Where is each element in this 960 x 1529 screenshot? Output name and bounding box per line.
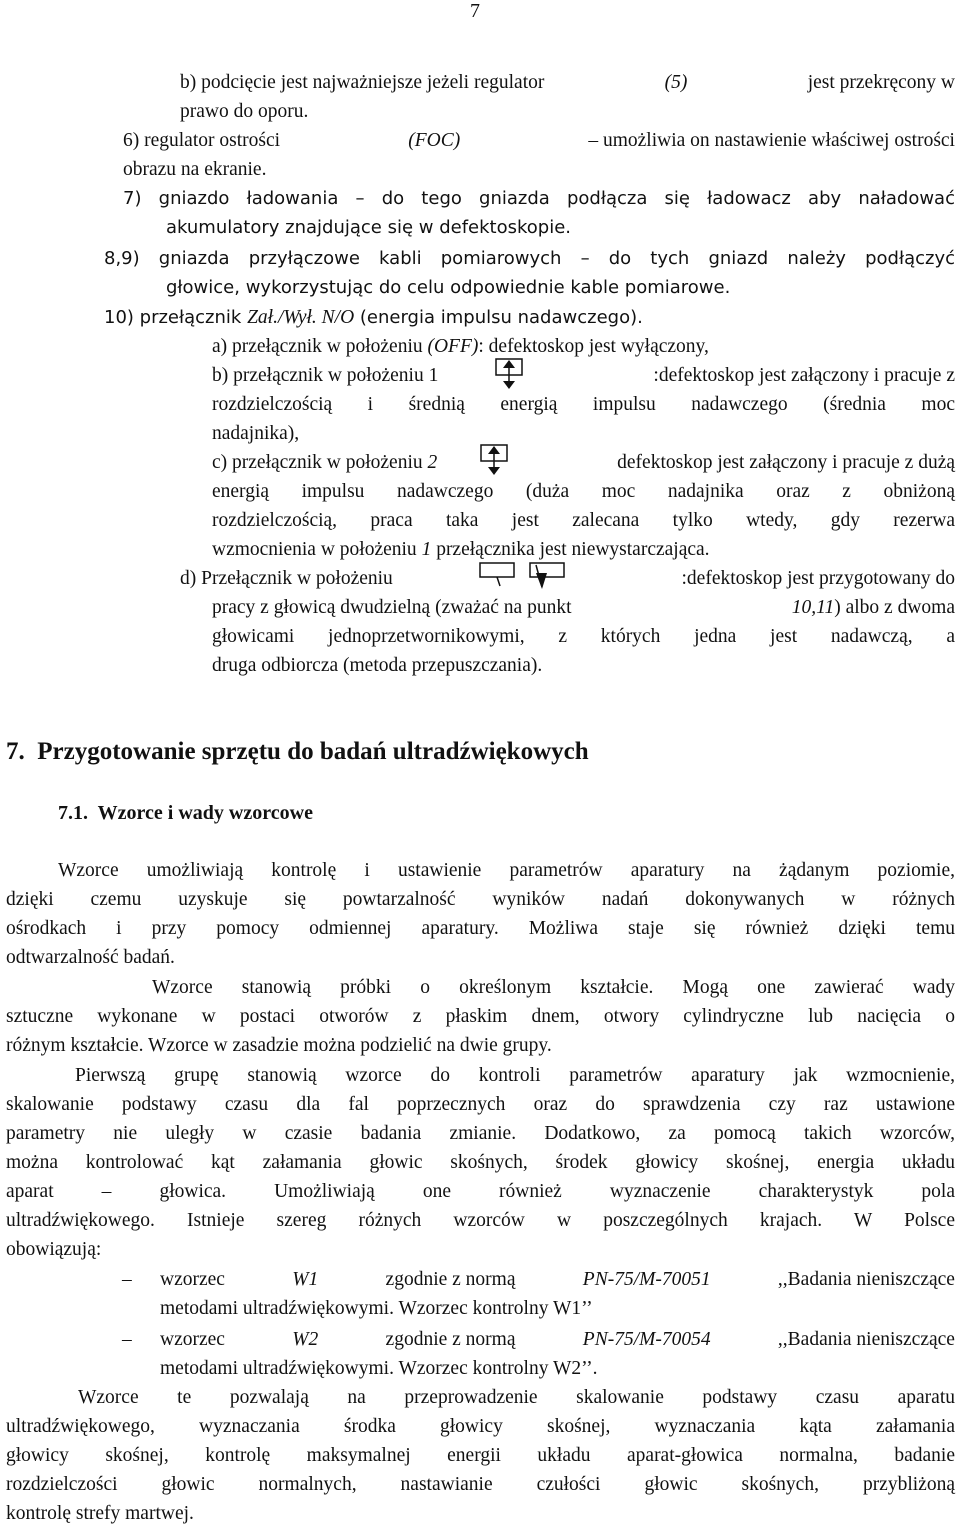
switch-position-1-icon	[492, 357, 528, 391]
p3-l4: można kontrolować kąt załamania głowic skośnych, środek głowicy skośnej, energia układu	[6, 1152, 955, 1173]
p1-l4: odtwarzalność badań.	[6, 947, 175, 968]
switch-b-line2: rozdzielczością i średnią energią impulsu nadawczego (średnia moc	[212, 394, 955, 415]
p3-l1: Pierwszą grupę stanowią wzorce do kontroli parametrów aparatury jak wzmocnienie,	[75, 1065, 955, 1086]
switch-d-line1-rest: :defektoskop jest przygotowany do	[681, 568, 955, 589]
p1-l1: Wzorce umożliwiają kontrolę i ustawienie parametrów aparatury na żądanym poziomie,	[58, 860, 955, 881]
p3-l7: obowiązują:	[6, 1239, 102, 1260]
switch-c-line2: energią impulsu nadawczego (duża moc nadajnika oraz z obniżoną	[212, 481, 955, 502]
switch-d-line3: głowicami jednoprzetwornikowymi, z których jedna jest nadawczą, a	[212, 626, 955, 647]
p3-l6: ultradźwiękowego. Istnieje szereg różnych wzorców w poszczególnych krajach. W Polsce	[6, 1210, 955, 1231]
switch-c-line3: rozdzielczością, praca taka jest zalecana tylko wtedy, gdy rezerwa	[212, 510, 955, 531]
p4-l3: głowicy skośnej, kontrolę maksymalnej energii układu aparat-głowica normalna, badanie	[6, 1445, 955, 1466]
item-7-line2: akumulatory znajdujące się w defektoskopie.	[166, 217, 571, 238]
p3-l3: parametry nie uległy w czasie badania zmianie. Dodatkowo, za pomocą takich wzorców,	[6, 1123, 955, 1144]
p2-l2: sztuczne wykonane w postaci otworów z płaskim dnem, otwory cylindryczne lub nacięcia o	[6, 1006, 955, 1027]
page-number: 7	[470, 0, 480, 22]
p4-l2: ultradźwiękowego, wyznaczania środka głowicy skośnej, wyznaczania kąta załamania	[6, 1416, 955, 1437]
p4-l5: kontrolę strefy martwej.	[6, 1503, 194, 1524]
switch-d-line4: druga odbiorcza (metoda przepuszczania).	[212, 655, 543, 676]
p4-l4: rozdzielczości głowic normalnych, nastawianie czułości głowic skośnych, przybliżoną	[6, 1474, 955, 1495]
switch-b-line3: nadajnika),	[212, 423, 300, 444]
switch-b-line1-rest: :defektoskop jest załączony i pracuje z	[653, 365, 955, 386]
p1-l3: ośrodkach i przy pomocy odmiennej aparatury. Możliwa staje się również dzięki temu	[6, 918, 955, 939]
section-heading: 7. Przygotowanie sprzętu do badań ultradźwiękowych	[6, 738, 589, 765]
item-6-line1: 6) regulator ostrości (FOC) – umożliwia on nastawienie właściwej ostrości	[123, 130, 955, 151]
switch-c-line1-rest: defektoskop jest załączony i pracuje z dużą	[617, 452, 955, 473]
switch-a: a) przełącznik w położeniu (OFF): defektoskop jest wyłączony,	[212, 336, 709, 357]
switch-position-nio-icon	[476, 561, 576, 591]
w1-line2: metodami ultradźwiękowymi. Wzorzec kontrolny W1’’	[160, 1298, 593, 1319]
w1-dash: –	[122, 1269, 132, 1290]
w2-line1: wzorzec W2 zgodnie z normą PN-75/M-70054 ,,Badania nieniszczące	[160, 1329, 955, 1350]
p4-l1: Wzorce te pozwalają na przeprowadzenie skalowanie podstawy czasu aparatu	[78, 1387, 955, 1408]
item-7-line1: 7) gniazdo ładowania – do tego gniazda podłącza się ładowacz aby naładować	[123, 188, 955, 209]
item-6-line2: obrazu na ekranie.	[123, 159, 267, 180]
p3-l2: skalowanie podstawy czasu dla fal poprzecznych oraz do sprawdzenia czy raz ustawione	[6, 1094, 955, 1115]
item-b-line2: prawo do oporu.	[180, 101, 309, 122]
p2-l3: różnym kształcie. Wzorce w zasadzie można podzielić na dwie grupy.	[6, 1035, 552, 1056]
switch-d-line1: d) Przełącznik w położeniu	[180, 568, 393, 589]
item-89-line2: głowice, wykorzystując do celu odpowiednie kable pomiarowe.	[166, 277, 731, 298]
switch-b-line1: b) przełącznik w położeniu 1	[212, 365, 439, 386]
w2-line2: metodami ultradźwiękowymi. Wzorzec kontrolny W2’’.	[160, 1358, 598, 1379]
p2-l1: Wzorce stanowią próbki o określonym kształcie. Mogą one zawierać wady	[152, 977, 955, 998]
item-89-line1: 8,9) gniazda przyłączowe kabli pomiarowych – do tych gniazd należy podłączyć	[104, 248, 955, 269]
w1-line1: wzorzec W1 zgodnie z normą PN-75/M-70051 ,,Badania nieniszczące	[160, 1269, 955, 1290]
subsection-heading: 7.1. Wzorce i wady wzorcowe	[58, 802, 313, 824]
w2-dash: –	[122, 1329, 132, 1350]
switch-d-line2: pracy z głowicą dwudzielną (zważać na punkt 10,11) albo z dwoma	[212, 597, 955, 618]
switch-c-line4: wzmocnienia w położeniu 1 przełącznika jest niewystarczająca.	[212, 539, 710, 560]
p1-l2: dzięki czemu uzyskuje się powtarzalność wyników nadań dokonywanych w różnych	[6, 889, 955, 910]
p3-l5: aparat – głowica. Umożliwiają one również wyznaczenie charakterystyk pola	[6, 1181, 955, 1202]
item-10: 10) przełącznik Zał./Wył. N/O (energia impulsu nadawczego).	[104, 307, 643, 328]
switch-position-2-icon	[477, 443, 513, 477]
switch-c-line1: c) przełącznik w położeniu 2	[212, 452, 438, 473]
item-b-line1: b) podcięcie jest najważniejsze jeżeli regulator (5) jest przekręcony w	[180, 72, 955, 93]
